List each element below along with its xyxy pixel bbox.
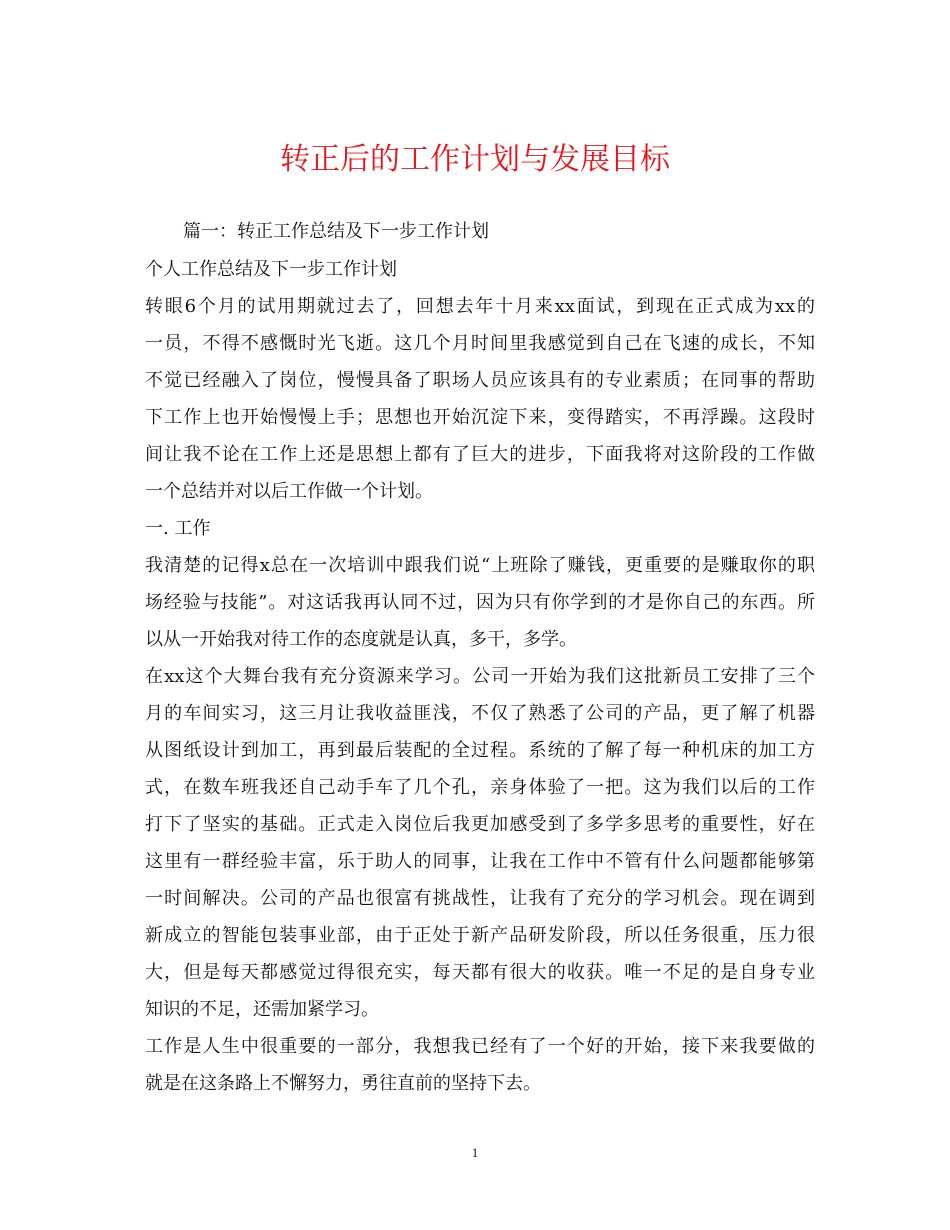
paragraph-line: 新成立的智能包装事业部，由于正处于新产品研发阶段，所以任务很重，压力很 xyxy=(145,925,815,946)
paragraph-line: 大，但是每天都感觉过得很充实，每天都有很大的收获。唯一不足的是自身专业 xyxy=(145,962,815,983)
paragraph-line: 不觉已经融入了岗位，慢慢具备了职场人员应该具有的专业素质；在同事的帮助 xyxy=(145,370,815,391)
paragraph-line: 间让我不论在工作上还是思想上都有了巨大的进步，下面我将对这阶段的工作做 xyxy=(145,444,815,465)
paragraph-line: 下工作上也开始慢慢上手；思想也开始沉淀下来，变得踏实，不再浮躁。这段时 xyxy=(145,407,815,428)
document-title: 转正后的工作计划与发展目标 xyxy=(280,142,670,177)
paragraph-line: 打下了坚实的基础。正式走入岗位后我更加感受到了多学多思考的重要性，好在 xyxy=(145,814,815,835)
paragraph-line: 一时间解决。公司的产品也很富有挑战性，让我有了充分的学习机会。现在调到 xyxy=(145,888,815,909)
subheading: 个人工作总结及下一步工作计划 xyxy=(145,259,397,280)
paragraph-line: 式，在数车班我还自己动手车了几个孔，亲身体验了一把。这为我们以后的工作 xyxy=(145,777,815,798)
paragraph-line: 场经验与技能”。对这话我再认同不过，因为只有你学到的才是你自己的东西。所 xyxy=(145,592,815,613)
paragraph-line: 月的车间实习，这三月让我收益匪浅，不仅了熟悉了公司的产品，更了解了机器 xyxy=(145,703,815,724)
paragraph-line: 我清楚的记得x总在一次培训中跟我们说“上班除了赚钱，更重要的是赚取你的职 xyxy=(145,555,815,576)
paragraph-line: 一个总结并对以后工作做一个计划。 xyxy=(145,481,433,502)
paragraph-line: 转眼6个月的试用期就过去了，回想去年十月来xx面试，到现在正式成为xx的 xyxy=(145,296,815,317)
paragraph-line: 在xx这个大舞台我有充分资源来学习。公司一开始为我们这批新员工安排了三个 xyxy=(145,666,815,687)
section-heading: 一. 工作 xyxy=(145,518,211,539)
paragraph-line: 以从一开始我对待工作的态度就是认真，多干，多学。 xyxy=(145,629,577,650)
paragraph-line: 从图纸设计到加工，再到最后装配的全过程。系统的了解了每一种机床的加工方 xyxy=(145,740,815,761)
paragraph-line: 工作是人生中很重要的一部分，我想我已经有了一个好的开始，接下来我要做的 xyxy=(145,1036,815,1057)
paragraph-line: 这里有一群经验丰富，乐于助人的同事，让我在工作中不管有什么问题都能够第 xyxy=(145,851,815,872)
paragraph-line: 就是在这条路上不懈努力，勇往直前的坚持下去。 xyxy=(145,1073,541,1094)
page-number: 1 xyxy=(471,1145,479,1160)
section-heading: 篇一：转正工作总结及下一步工作计划 xyxy=(183,221,489,242)
paragraph-line: 知识的不足，还需加紧学习。 xyxy=(145,999,379,1020)
paragraph-line: 一员，不得不感慨时光飞逝。这几个月时间里我感觉到自己在飞速的成长，不知 xyxy=(145,333,815,354)
